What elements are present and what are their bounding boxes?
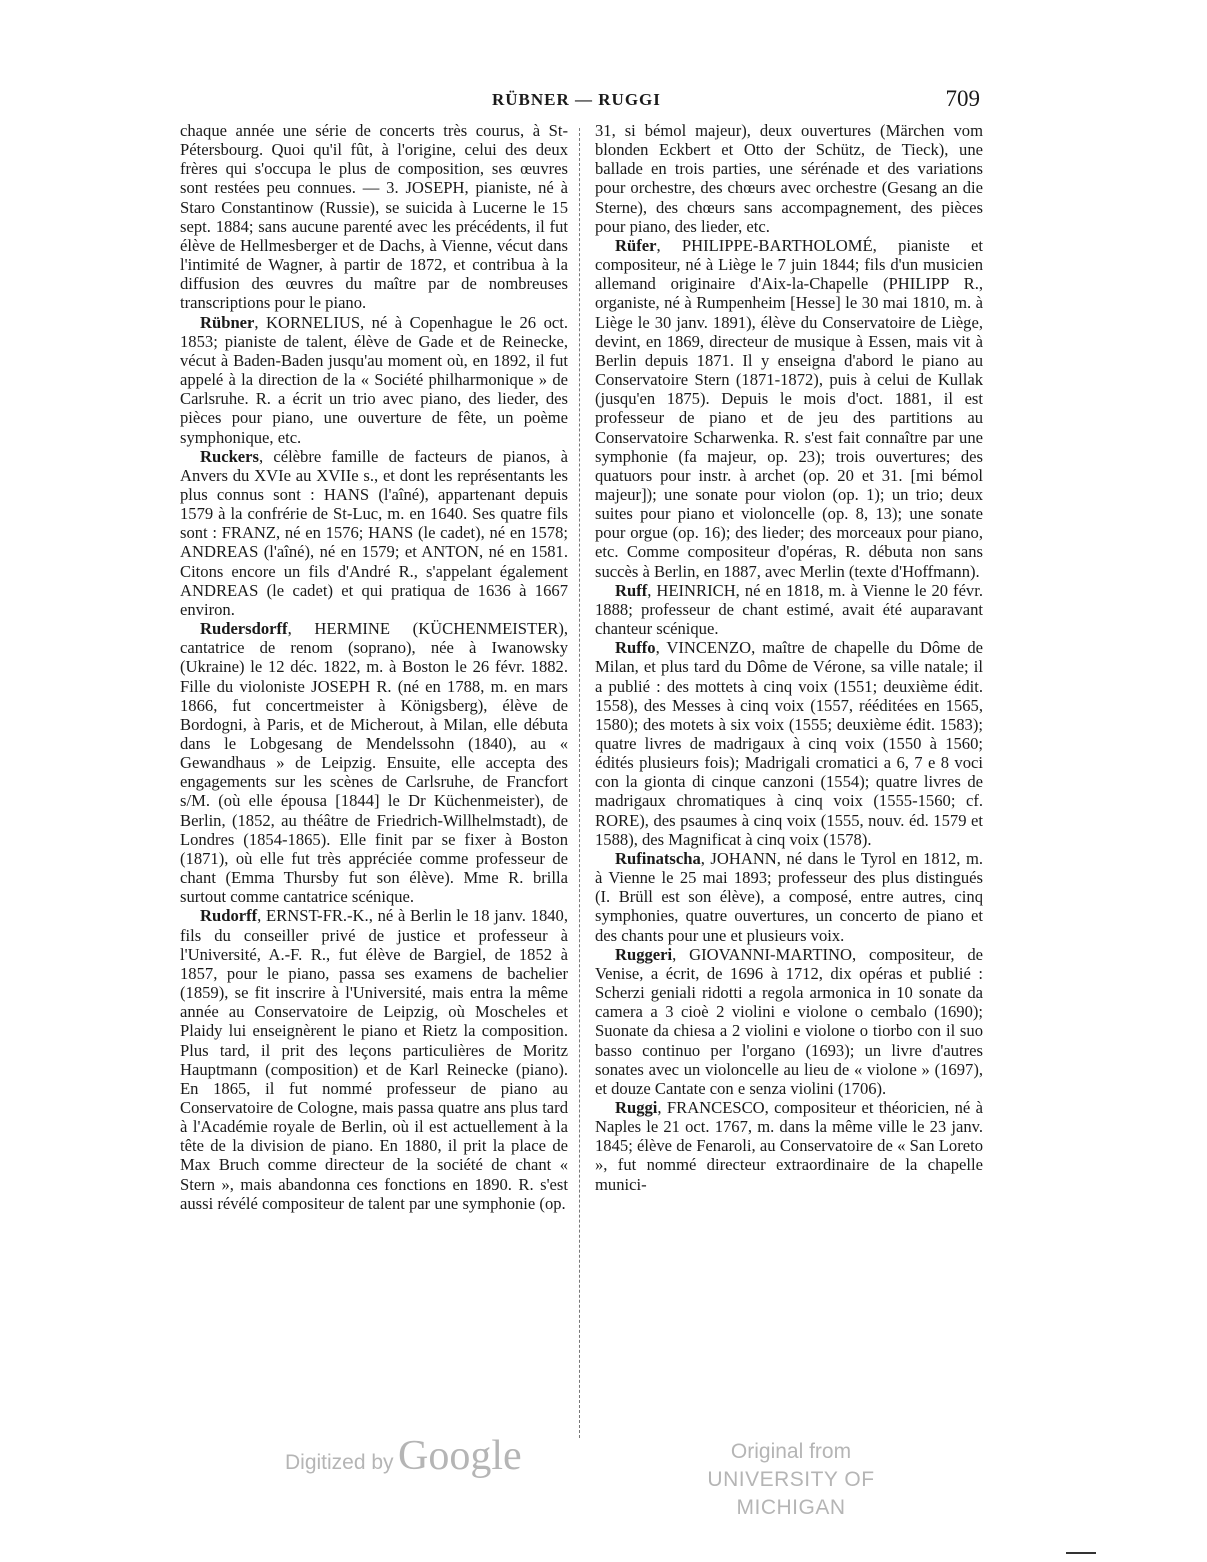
university-label: UNIVERSITY OF MICHIGAN bbox=[707, 1468, 875, 1519]
entry-ruggeri: Ruggeri, GIOVANNI-MARTINO, compositeur, de Venise, a écrit, de 1696 à 1712, dix opéras et publié : Scherzi geniali ridotti a regola armonica in 10 sonate da camera a 3 cioè 2 violini e violone o cembalo (1690); Suonate da chiesa a 2 violini e violone o tiorbo con il suo basso continuo per l'organo (1693); un livre d'autres sonates avec un violoncelle au lieu de « violone » (1697), et douze Cantate con e senza violini (1706). bbox=[595, 944, 983, 1098]
entry-headword: Rudersdorff bbox=[200, 619, 288, 639]
entry-headword: Rübner bbox=[200, 312, 255, 332]
page-number: 709 bbox=[945, 86, 980, 111]
entry-rudersdorff: Rudersdorff, HERMINE (KÜCHENMEISTER), cantatrice de renom (soprano), née à Iwanowsky (Ukraine) le 12 déc. 1822, m. à Boston le 26 févr. 1882. Fille du violoniste JOSEPH R. (né en 1788, m. en mars 1866, fut concertmeister à Königsberg), élève de Bordogni, à Paris, et de Micherout, à Milan, elle débuta dans le Lobgesang de Mendelssohn (1840), au « Gewandhaus » de Leipzig. Ensuite, elle accepta des engagements sur les scènes de Carlsruhe, de Francfort s/M. (où elle épousa [1844] le Dr Küchenmeister), de Berlin, (1852, au théâtre de Friedrich-Willhelmstadt), de Londres (1854-1865). Elle finit par se fixer à Boston (1871), où elle fut très appréciée comme professeur de chant (Emma Thursby fut son élève). Mme R. brilla surtout comme cantatrice scénique. bbox=[180, 619, 568, 907]
column-divider bbox=[579, 128, 580, 1438]
digitized-by-watermark bbox=[285, 1432, 522, 1480]
left-column bbox=[180, 121, 568, 1213]
page-header bbox=[180, 86, 980, 116]
entry-rudorff: Rudorff, ERNST-FR.-K., né à Berlin le 18 janv. 1840, fils du conseiller privé de justice et professeur à l'Université, A.-F. R., fut élève de Bargiel, de 1852 à 1857, pour le piano, passa ses examens de bachelier (1859), se fit inscrire à l'Université, mais entra la même année au Conservatoire de Leipzig, où Moscheles et Plaidy lui enseignèrent le piano et Rietz la composition. Plus tard, il prit des leçons particulières de Moritz Hauptmann (composition) et de Karl Reinecke (piano). En 1865, il fut nommé professeur de piano au Conservatoire de Cologne, mais passa quatre ans plus tard à l'Académie royale de Berlin, où il est actuellement à la tête de la division de piano. En 1880, il prit la place de Max Bruch comme directeur de la société de chant « Stern », mais abandonna ces fonctions en 1890. R. s'est aussi révélé compositeur de talent par une symphonie (op. bbox=[180, 906, 568, 1213]
original-from-label: Original from bbox=[730, 1440, 852, 1463]
google-logo: Google bbox=[398, 1433, 522, 1479]
entry-continuation: chaque année une série de concerts très courus, à St-Pétersbourg. Quoi qu'il fût, à l'origine, celui des deux frères qui s'occupa le plus de composition, ses œuvres sont restées peu connues. — 3. JOSEPH, pianiste, né à Staro Constantinow (Russie), se suicida à Lucerne le 15 sept. 1884; sans aucune parenté avec les précédents, il fut élève de Hellmesberger et de Dachs, à Vienne, vécut dans l'intimité de Wagner, à partir de 1872, et contribua à la diffusion des œuvres du maître par de nombreuses transcriptions pour le piano. bbox=[180, 121, 568, 313]
entry-headword: Ruckers bbox=[200, 446, 259, 466]
entry-ruggi: Ruggi, FRANCESCO, compositeur et théoricien, né à Naples le 21 oct. 1767, m. dans la même ville le 23 janv. 1845; élève de Fenaroli, au Conservatoire de « San Loreto », fut nommé directeur extraordinaire de la chapelle munici- bbox=[595, 1097, 983, 1194]
entry-headword: Ruffo bbox=[615, 638, 656, 658]
entry-headword: Ruff bbox=[615, 580, 648, 600]
scan-corner-mark bbox=[1066, 1552, 1096, 1554]
entry-headword: Rufinatscha bbox=[615, 848, 701, 868]
right-column bbox=[595, 121, 983, 1194]
entry-rufinatscha: Rufinatscha, JOHANN, né dans le Tyrol en 1812, m. à Vienne le 25 mai 1893; professeur des plus distingués (I. Brüll est son élève), a composé, entre autres, cinq symphonies, quatre ouvertures, un concerto de piano et des chants pour une et plusieurs voix. bbox=[595, 848, 983, 945]
entry-ruffo: Ruffo, VINCENZO, maître de chapelle du Dôme de Milan, et plus tard du Dôme de Vérone, sa ville natale; il a publié : des mottets à cinq voix (1551; deuxième édit. 1558), des Messes à cinq voix (1557, rééditées en 1565, 1580); des motets à six voix (1555; deuxième édit. 1583); quatre livres de madrigaux à cinq voix (1550 à 1560; édités plusieurs fois); Madrigali cromatici a 6, 7 e 8 voci con la gionta di cinque canzoni (1554); quatre livres de madrigaux chromatiques à cinq voix (1555-1560; cf. RORE), des psaumes à cinq voix (1555, nouv. éd. 1579 et 1588), des Magnificat à cinq voix (1578). bbox=[595, 638, 983, 849]
entry-rubner: Rübner, KORNELIUS, né à Copenhague le 26 oct. 1853; pianiste de talent, élève de Gade et de Reinecke, vécut à Baden-Baden jusqu'au moment où, en 1892, il fut appelé à la direction de la « Société philharmonique » de Carlsruhe. R. a écrit un trio avec piano, des lieder, des pièces pour piano, une ouverture de fête, un poème symphonique, etc. bbox=[180, 312, 568, 447]
original-from-watermark bbox=[666, 1438, 916, 1522]
entry-rufer: Rüfer, PHILIPPE-BARTHOLOMÉ, pianiste et compositeur, né à Liège le 7 juin 1844; fils d'un musicien allemand originaire d'Aix-la-Chapelle (PHILIPP R., organiste, né à Rumpenheim [Hesse] le 30 mai 1810, m. à Liège le 30 janv. 1891), élève du Conservatoire de Liège, devint, en 1869, directeur de musique à Essen, mais vit à Berlin depuis 1871. Il y enseigna d'abord le piano au Conservatoire Stern (1871-1872), puis à celui de Kullak (jusqu'en 1875). Depuis le mois d'oct. 1881, il est professeur de piano et de jeu des partitions au Conservatoire Scharwenka. R. s'est fait connaître par une symphonie (fa majeur, op. 23); trois ouvertures; des quatuors pour instr. à archet (op. 20 et 31. [mi bémol majeur]); une sonate pour violon (op. 1); un trio; deux suites pour piano et violoncelle (op. 8, 13); une sonate pour orgue (op. 16); des lieder; des morceaux pour piano, etc. Comme compositeur d'opéras, R. débuta non sans succès à Berlin, en 1887, avec Merlin (texte d'Hoffmann). bbox=[595, 235, 983, 581]
entry-headword: Rüfer bbox=[615, 235, 657, 255]
entry-headword: Ruggi bbox=[615, 1097, 658, 1117]
entry-ruckers: Ruckers, célèbre famille de facteurs de pianos, à Anvers du XVIe au XVIIe s., et dont les représentants les plus connus sont : HANS (l'aîné), appartenant depuis 1579 à la confrérie de St-Luc, m. en 1640. Ses quatre fils sont : FRANZ, né en 1576; HANS (le cadet), né en 1578; ANDREAS (l'aîné), né en 1579; et ANTON, né en 1581. Citons encore un fils d'André R., s'appelant également ANDREAS (le cadet) et qui pratiqua de 1636 à 1667 environ. bbox=[180, 446, 568, 619]
entry-ruff: Ruff, HEINRICH, né en 1818, m. à Vienne le 20 févr. 1888; professeur de chant estimé, avait été auparavant chanteur scénique. bbox=[595, 580, 983, 639]
entry-headword: Ruggeri bbox=[615, 944, 673, 964]
entry-continuation: 31, si bémol majeur), deux ouvertures (Märchen vom blonden Eckbert et Otto der Schütz, de Tieck), une ballade en trois parties, une sérénade et des variations pour orchestre, des chœurs avec orchestre (Gesang an die Sterne), des chœurs sans accompagnement, des pièces pour piano, des lieder, etc. bbox=[595, 121, 983, 236]
entry-headword: Rudorff bbox=[200, 906, 258, 926]
digitized-prefix: Digitized by bbox=[285, 1451, 394, 1474]
running-head: RÜBNER — RUGGI bbox=[492, 90, 661, 109]
